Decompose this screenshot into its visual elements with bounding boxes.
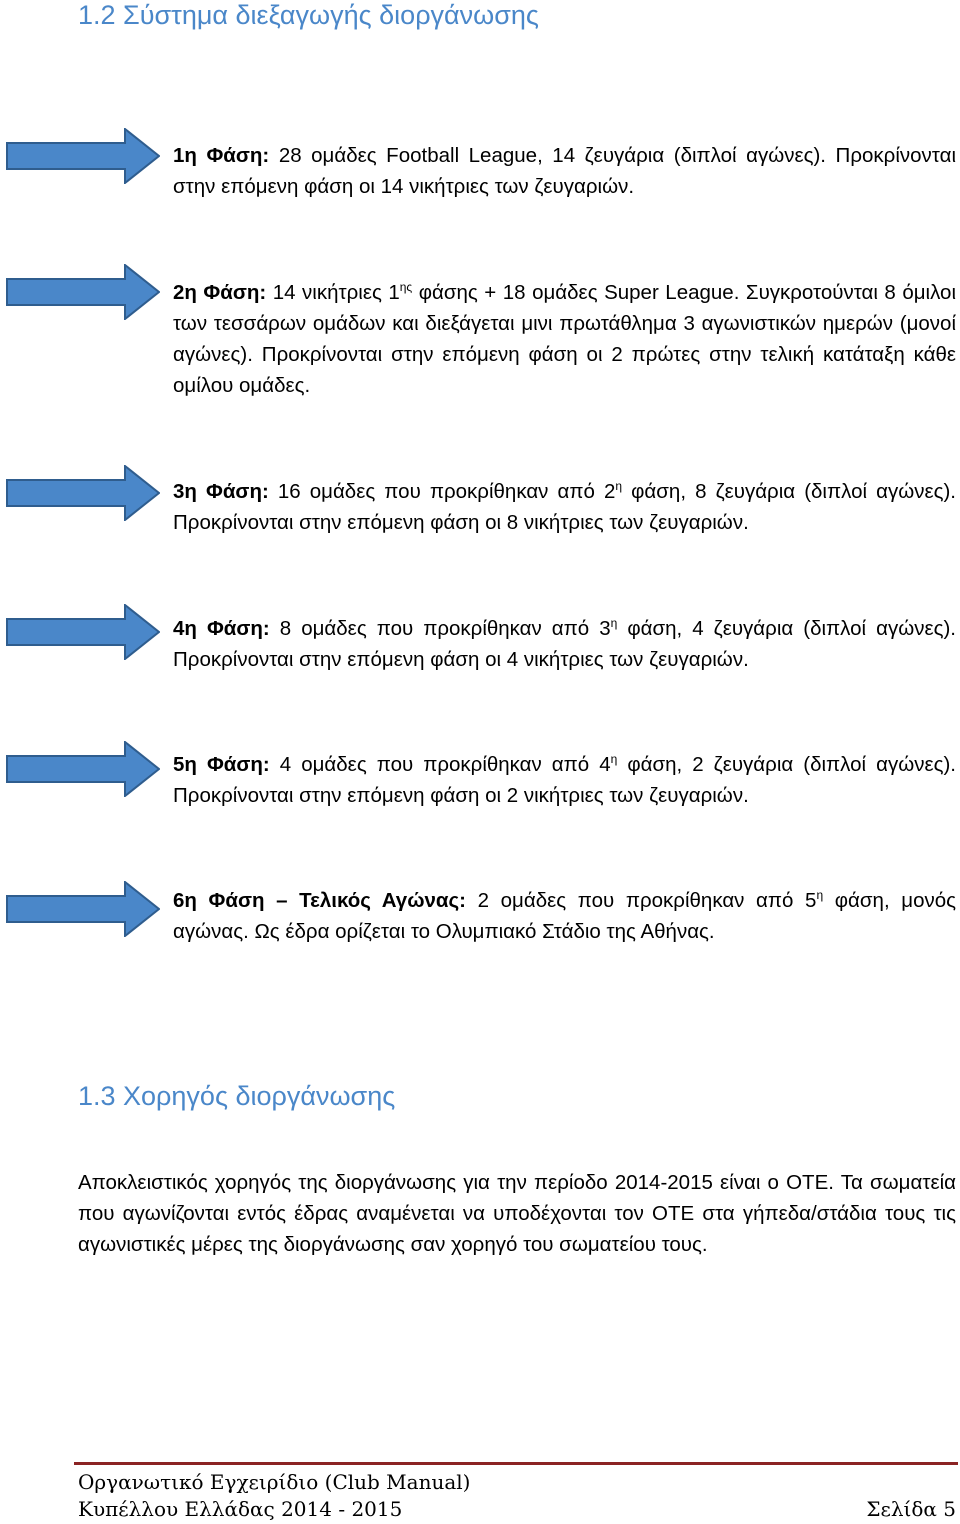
right-arrow-icon [6,741,160,797]
phase-label: 6η Φάση – Τελικός Αγώνας: [173,889,467,912]
phase-description: 16 ομάδες που προκρίθηκαν από 2 [277,480,616,503]
right-arrow-icon [6,128,160,184]
ordinal-superscript: η [816,888,824,903]
footer-line-2 [78,1497,956,1521]
ordinal-superscript: ης [399,280,413,295]
ordinal-superscript: η [610,616,618,631]
phase-description-cont: φάση, 2 ζευγάρια (διπλοί αγώνες). Προκρίνονται στην επόμενη φάση οι 2 νικήτριες των ζευγαριών. [173,753,956,807]
phase-description: 8 ομάδες που προκρίθηκαν από 3 [279,617,611,640]
phase-description: 28 ομάδες Football League, 14 ζευγάρια (διπλοί αγώνες). Προκρίνονται στην επόμενη φάση οι 14 νικήτριες των ζευγαριών. [173,144,956,198]
phase-1-text [173,140,956,202]
phase-description-cont: φάση, 4 ζευγάρια (διπλοί αγώνες). Προκρίνονται στην επόμενη φάση οι 4 νικήτριες των ζευγαριών. [173,617,956,671]
phase-description: 14 νικήτριες 1 [272,281,400,304]
phase-label: 5η Φάση: [173,753,270,776]
right-arrow-icon [6,465,160,521]
phase-description-cont: φάση, μονός αγώνας. Ως έδρα ορίζεται το Ολυμπιακό Στάδιο της Αθήνας. [173,889,957,943]
right-arrow-icon [6,881,160,937]
section-title-1-3: 1.3 Χορηγός διοργάνωσης [78,1081,396,1111]
phase-description: 2 ομάδες που προκρίθηκαν από 5 [477,889,817,912]
phase-4-text [173,613,956,675]
right-arrow-icon [6,264,160,320]
footer-rule [74,1462,958,1465]
phase-5-text [173,749,956,811]
phase-label: 2η Φάση: [173,281,267,304]
phase-3-text [173,476,956,538]
ordinal-superscript: η [615,479,623,494]
phase-description-cont: φάση, 8 ζευγάρια (διπλοί αγώνες). Προκρίνονται στην επόμενη φάση οι 8 νικήτριες των ζευγαριών. [173,480,956,534]
phase-label: 4η Φάση: [173,617,270,640]
sponsor-paragraph: Αποκλειστικός χορηγός της διοργάνωσης για την περίοδο 2014-2015 είναι ο ΟΤΕ. Τα σωματεία που αγωνίζονται εντός έδρας αναμένεται να υποδέχονται τον ΟΤΕ στα γήπεδα/στάδια τους τις αγωνιστικές μέρες της διοργάνωσης σαν χορηγό του σωματείου τους. [78,1171,956,1256]
footer-cup-title: Κυπέλλου Ελλάδας 2014 - 2015 [78,1497,403,1521]
phase-6-text [173,885,956,947]
footer-line-1: Οργανωτικό Εγχειρίδιο (Club Manual) [78,1470,471,1494]
phase-description: 4 ομάδες που προκρίθηκαν από 4 [279,753,611,776]
page-number: Σελίδα 5 [866,1497,956,1521]
phase-description-cont: φάσης + 18 ομάδες Super League. Συγκροτούνται 8 όμιλοι των τεσσάρων ομάδων και διεξάγεται μινι πρωτάθλημα 3 αγωνιστικών ημερών (μονοί αγώνες). Προκρίνονται στην επόμενη φάση οι 2 πρώτες στην τελική κατάταξη κάθε ομίλου ομάδες. [173,281,957,397]
section-title-1-2: 1.2 Σύστημα διεξαγωγής διοργάνωσης [78,0,539,30]
right-arrow-icon [6,604,160,660]
phase-label: 1η Φάση: [173,144,270,167]
ordinal-superscript: η [610,752,618,767]
phase-2-text [173,277,956,401]
phase-label: 3η Φάση: [173,480,269,503]
